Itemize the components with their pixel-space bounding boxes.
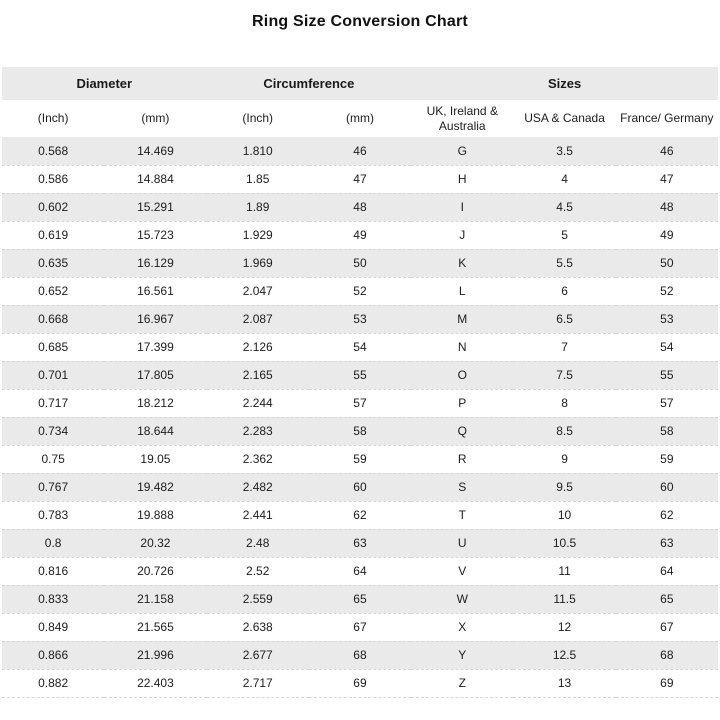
table-cell: 12	[513, 613, 615, 641]
table-cell: 14.469	[104, 137, 206, 165]
table-cell: 0.602	[2, 193, 104, 221]
table-cell: M	[411, 305, 513, 333]
group-header-sizes: Sizes	[411, 67, 718, 100]
table-cell: 12.5	[513, 641, 615, 669]
table-row	[2, 361, 718, 389]
table-cell: 9	[513, 445, 615, 473]
table-cell: 48	[616, 193, 718, 221]
table-cell: 8	[513, 389, 615, 417]
column-header-circumference-inch: (Inch)	[207, 100, 309, 137]
table-cell: O	[411, 361, 513, 389]
table-cell: 6	[513, 277, 615, 305]
page-title: Ring Size Conversion Chart	[252, 13, 468, 30]
table-row	[2, 529, 718, 557]
table-cell: 60	[616, 473, 718, 501]
table-cell: R	[411, 445, 513, 473]
table-cell: 47	[616, 165, 718, 193]
group-header-circumference: Circumference	[207, 67, 412, 100]
table-cell: 0.767	[2, 473, 104, 501]
table-cell: 67	[309, 613, 411, 641]
table-cell: 20.726	[104, 557, 206, 585]
table-cell: 2.441	[207, 501, 309, 529]
table-cell: 2.126	[207, 333, 309, 361]
table-cell: 49	[309, 221, 411, 249]
table-cell: K	[411, 249, 513, 277]
table-cell: 65	[616, 585, 718, 613]
table-row	[2, 669, 718, 697]
table-head	[2, 67, 718, 137]
table-row	[2, 249, 718, 277]
column-header-uk-ireland-australia: UK, Ireland & Australia	[411, 100, 513, 137]
column-header-usa-canada: USA & Canada	[513, 100, 615, 137]
table-cell: 59	[309, 445, 411, 473]
table-cell: 0.882	[2, 669, 104, 697]
table-cell: 2.677	[207, 641, 309, 669]
table-cell: 14.884	[104, 165, 206, 193]
table-cell: 1.929	[207, 221, 309, 249]
table-cell: 0.685	[2, 333, 104, 361]
table-cell: 67	[616, 613, 718, 641]
table-cell: 1.969	[207, 249, 309, 277]
table-cell: L	[411, 277, 513, 305]
table-cell: 0.849	[2, 613, 104, 641]
table-row	[2, 417, 718, 445]
column-header-row	[2, 100, 718, 137]
column-header-diameter-inch: (Inch)	[2, 100, 104, 137]
table-cell: 55	[309, 361, 411, 389]
table-cell: 63	[616, 529, 718, 557]
table-row	[2, 193, 718, 221]
table-cell: 64	[616, 557, 718, 585]
table-cell: N	[411, 333, 513, 361]
table-cell: 18.644	[104, 417, 206, 445]
table-cell: V	[411, 557, 513, 585]
table-cell: 58	[616, 417, 718, 445]
table-cell: 68	[309, 641, 411, 669]
table-row	[2, 557, 718, 585]
table-cell: 68	[616, 641, 718, 669]
table-cell: 20.32	[104, 529, 206, 557]
table-cell: 21.158	[104, 585, 206, 613]
table-cell: 62	[616, 501, 718, 529]
group-header-row	[2, 67, 718, 100]
table-cell: 48	[309, 193, 411, 221]
table-cell: 15.723	[104, 221, 206, 249]
table-cell: 46	[309, 137, 411, 165]
table-cell: 2.482	[207, 473, 309, 501]
table-row	[2, 501, 718, 529]
table-row	[2, 165, 718, 193]
table-cell: 0.668	[2, 305, 104, 333]
table-cell: 2.165	[207, 361, 309, 389]
table-cell: 69	[616, 669, 718, 697]
table-row	[2, 333, 718, 361]
table-cell: 52	[616, 277, 718, 305]
table-cell: 2.717	[207, 669, 309, 697]
table-cell: W	[411, 585, 513, 613]
table-cell: U	[411, 529, 513, 557]
table-cell: 58	[309, 417, 411, 445]
table-cell: 0.75	[2, 445, 104, 473]
table-body	[2, 137, 718, 697]
table-cell: 0.701	[2, 361, 104, 389]
table-cell: 11	[513, 557, 615, 585]
table-cell: 0.619	[2, 221, 104, 249]
table-cell: 64	[309, 557, 411, 585]
ring-size-table	[2, 67, 718, 698]
table-cell: 55	[616, 361, 718, 389]
column-header-circumference-mm: (mm)	[309, 100, 411, 137]
table-cell: 8.5	[513, 417, 615, 445]
table-cell: P	[411, 389, 513, 417]
table-cell: 10.5	[513, 529, 615, 557]
table-row	[2, 473, 718, 501]
table-cell: 49	[616, 221, 718, 249]
table-row	[2, 221, 718, 249]
table-cell: 7.5	[513, 361, 615, 389]
table-cell: 50	[309, 249, 411, 277]
table-row	[2, 389, 718, 417]
table-cell: 22.403	[104, 669, 206, 697]
table-row	[2, 277, 718, 305]
table-cell: 2.244	[207, 389, 309, 417]
table-cell: T	[411, 501, 513, 529]
table-cell: 53	[616, 305, 718, 333]
table-cell: 53	[309, 305, 411, 333]
table-cell: 15.291	[104, 193, 206, 221]
table-cell: 65	[309, 585, 411, 613]
table-cell: 1.810	[207, 137, 309, 165]
table-container	[0, 67, 720, 698]
table-cell: 62	[309, 501, 411, 529]
table-cell: 3.5	[513, 137, 615, 165]
table-cell: 2.362	[207, 445, 309, 473]
table-cell: 16.561	[104, 277, 206, 305]
table-cell: 10	[513, 501, 615, 529]
table-cell: 47	[309, 165, 411, 193]
table-cell: 50	[616, 249, 718, 277]
table-row	[2, 445, 718, 473]
table-cell: 0.586	[2, 165, 104, 193]
group-header-diameter: Diameter	[2, 67, 207, 100]
table-row	[2, 305, 718, 333]
table-cell: H	[411, 165, 513, 193]
table-cell: 0.833	[2, 585, 104, 613]
table-cell: 21.996	[104, 641, 206, 669]
table-cell: 16.129	[104, 249, 206, 277]
table-cell: 2.283	[207, 417, 309, 445]
table-cell: Y	[411, 641, 513, 669]
table-cell: 54	[616, 333, 718, 361]
table-row	[2, 137, 718, 165]
table-cell: 57	[309, 389, 411, 417]
table-cell: 0.734	[2, 417, 104, 445]
table-cell: 11.5	[513, 585, 615, 613]
table-cell: 0.717	[2, 389, 104, 417]
table-cell: Q	[411, 417, 513, 445]
table-cell: 21.565	[104, 613, 206, 641]
table-cell: 16.967	[104, 305, 206, 333]
table-cell: 69	[309, 669, 411, 697]
table-cell: 0.8	[2, 529, 104, 557]
column-header-france-germany: France/ Germany	[616, 100, 718, 137]
table-cell: S	[411, 473, 513, 501]
table-cell: 19.05	[104, 445, 206, 473]
table-row	[2, 585, 718, 613]
table-cell: 7	[513, 333, 615, 361]
table-cell: 54	[309, 333, 411, 361]
column-header-diameter-mm: (mm)	[104, 100, 206, 137]
table-cell: 0.652	[2, 277, 104, 305]
table-cell: 59	[616, 445, 718, 473]
table-cell: 5	[513, 221, 615, 249]
table-cell: 5.5	[513, 249, 615, 277]
table-cell: 0.783	[2, 501, 104, 529]
table-cell: 1.85	[207, 165, 309, 193]
table-cell: 2.047	[207, 277, 309, 305]
table-cell: 4	[513, 165, 615, 193]
table-cell: 60	[309, 473, 411, 501]
table-cell: 19.482	[104, 473, 206, 501]
table-cell: 2.087	[207, 305, 309, 333]
table-cell: 13	[513, 669, 615, 697]
table-cell: 0.866	[2, 641, 104, 669]
table-cell: 4.5	[513, 193, 615, 221]
table-cell: 0.816	[2, 557, 104, 585]
table-cell: 52	[309, 277, 411, 305]
table-row	[2, 613, 718, 641]
table-cell: 2.559	[207, 585, 309, 613]
table-cell: 6.5	[513, 305, 615, 333]
table-cell: 2.638	[207, 613, 309, 641]
table-cell: 18.212	[104, 389, 206, 417]
table-cell: 0.635	[2, 249, 104, 277]
table-cell: 9.5	[513, 473, 615, 501]
table-cell: 63	[309, 529, 411, 557]
table-cell: 19.888	[104, 501, 206, 529]
table-cell: X	[411, 613, 513, 641]
table-cell: Z	[411, 669, 513, 697]
table-cell: 46	[616, 137, 718, 165]
table-cell: 0.568	[2, 137, 104, 165]
table-cell: G	[411, 137, 513, 165]
table-cell: 1.89	[207, 193, 309, 221]
table-cell: I	[411, 193, 513, 221]
table-row	[2, 641, 718, 669]
table-cell: 2.52	[207, 557, 309, 585]
table-cell: 17.399	[104, 333, 206, 361]
table-cell: J	[411, 221, 513, 249]
table-cell: 57	[616, 389, 718, 417]
table-cell: 2.48	[207, 529, 309, 557]
table-cell: 17.805	[104, 361, 206, 389]
